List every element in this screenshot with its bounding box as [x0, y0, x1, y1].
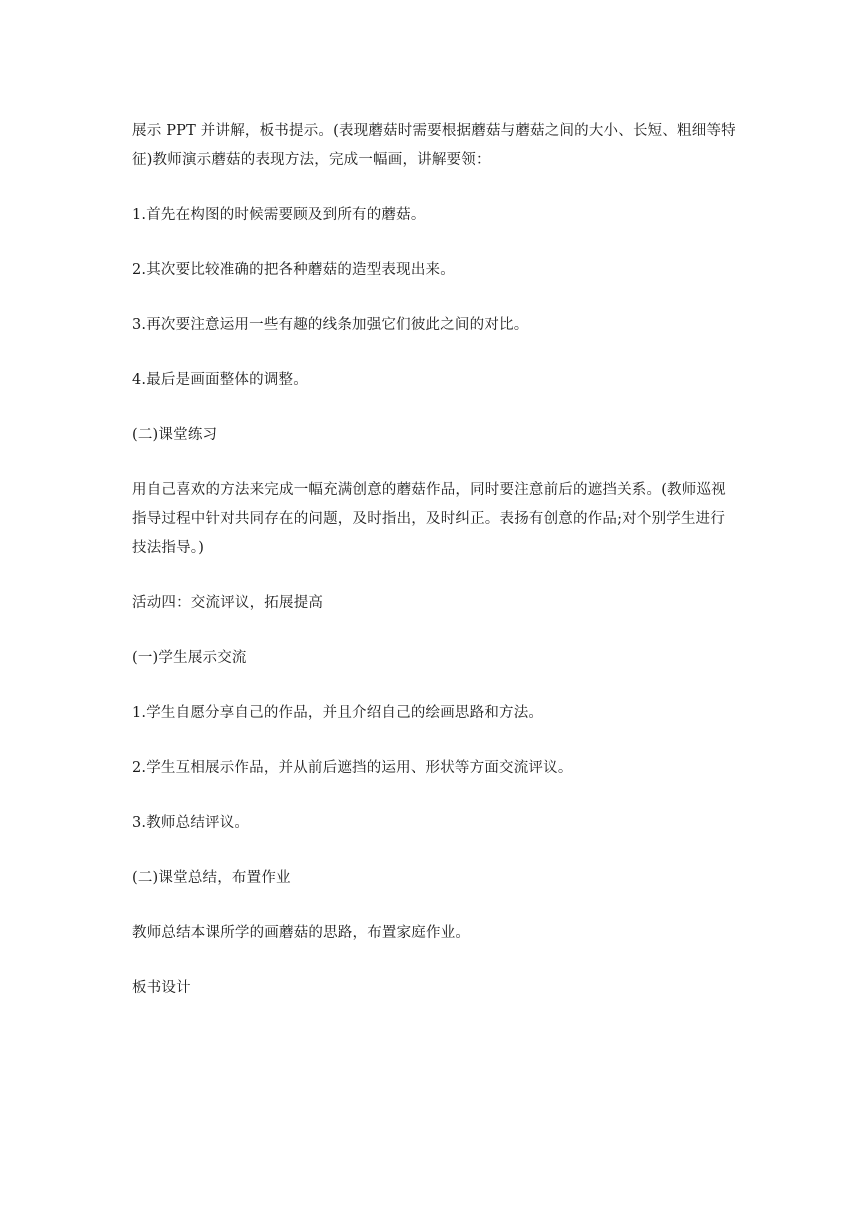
section-heading-summary-homework: (二)课堂总结，布置作业 [132, 870, 291, 886]
paragraph-point-2: 2.其次要比较准确的把各种蘑菇的造型表现出来。 [132, 262, 455, 278]
section-heading-blackboard-design: 板书设计 [132, 980, 191, 996]
document-body [132, 117, 737, 1029]
paragraph-point-3: 3.再次要注意运用一些有趣的线条加强它们彼此之间的对比。 [132, 317, 529, 333]
paragraph-point-1: 1.首先在构图的时候需要顾及到所有的蘑菇。 [132, 207, 426, 223]
section-heading-student-showcase: (一)学生展示交流 [132, 650, 247, 666]
paragraph-point-4: 4.最后是画面整体的调整。 [132, 372, 308, 388]
paragraph-showcase-3: 3.教师总结评议。 [132, 815, 250, 831]
paragraph-practice-description: 用自己喜欢的方法来完成一幅充满创意的蘑菇作品，同时要注意前后的遮挡关系。(教师巡视指导过程中针对共同存在的问题，及时指出，及时纠正。表扬有创意的作品;对个别学生进行技法指导。) [132, 482, 726, 556]
section-heading-classroom-practice: (二)课堂练习 [132, 427, 218, 443]
paragraph-ppt-demo: 展示 PPT 并讲解，板书提示。(表现蘑菇时需要根据蘑菇与蘑菇之间的大小、长短、粗细等特征)教师演示蘑菇的表现方法，完成一幅画，讲解要领： [132, 123, 736, 168]
section-heading-activity-four: 活动四：交流评议，拓展提高 [132, 595, 324, 611]
paragraph-showcase-1: 1.学生自愿分享自己的作品，并且介绍自己的绘画思路和方法。 [132, 705, 544, 721]
paragraph-summary: 教师总结本课所学的画蘑菇的思路，布置家庭作业。 [132, 925, 471, 941]
paragraph-showcase-2: 2.学生互相展示作品，并从前后遮挡的运用、形状等方面交流评议。 [132, 760, 573, 776]
